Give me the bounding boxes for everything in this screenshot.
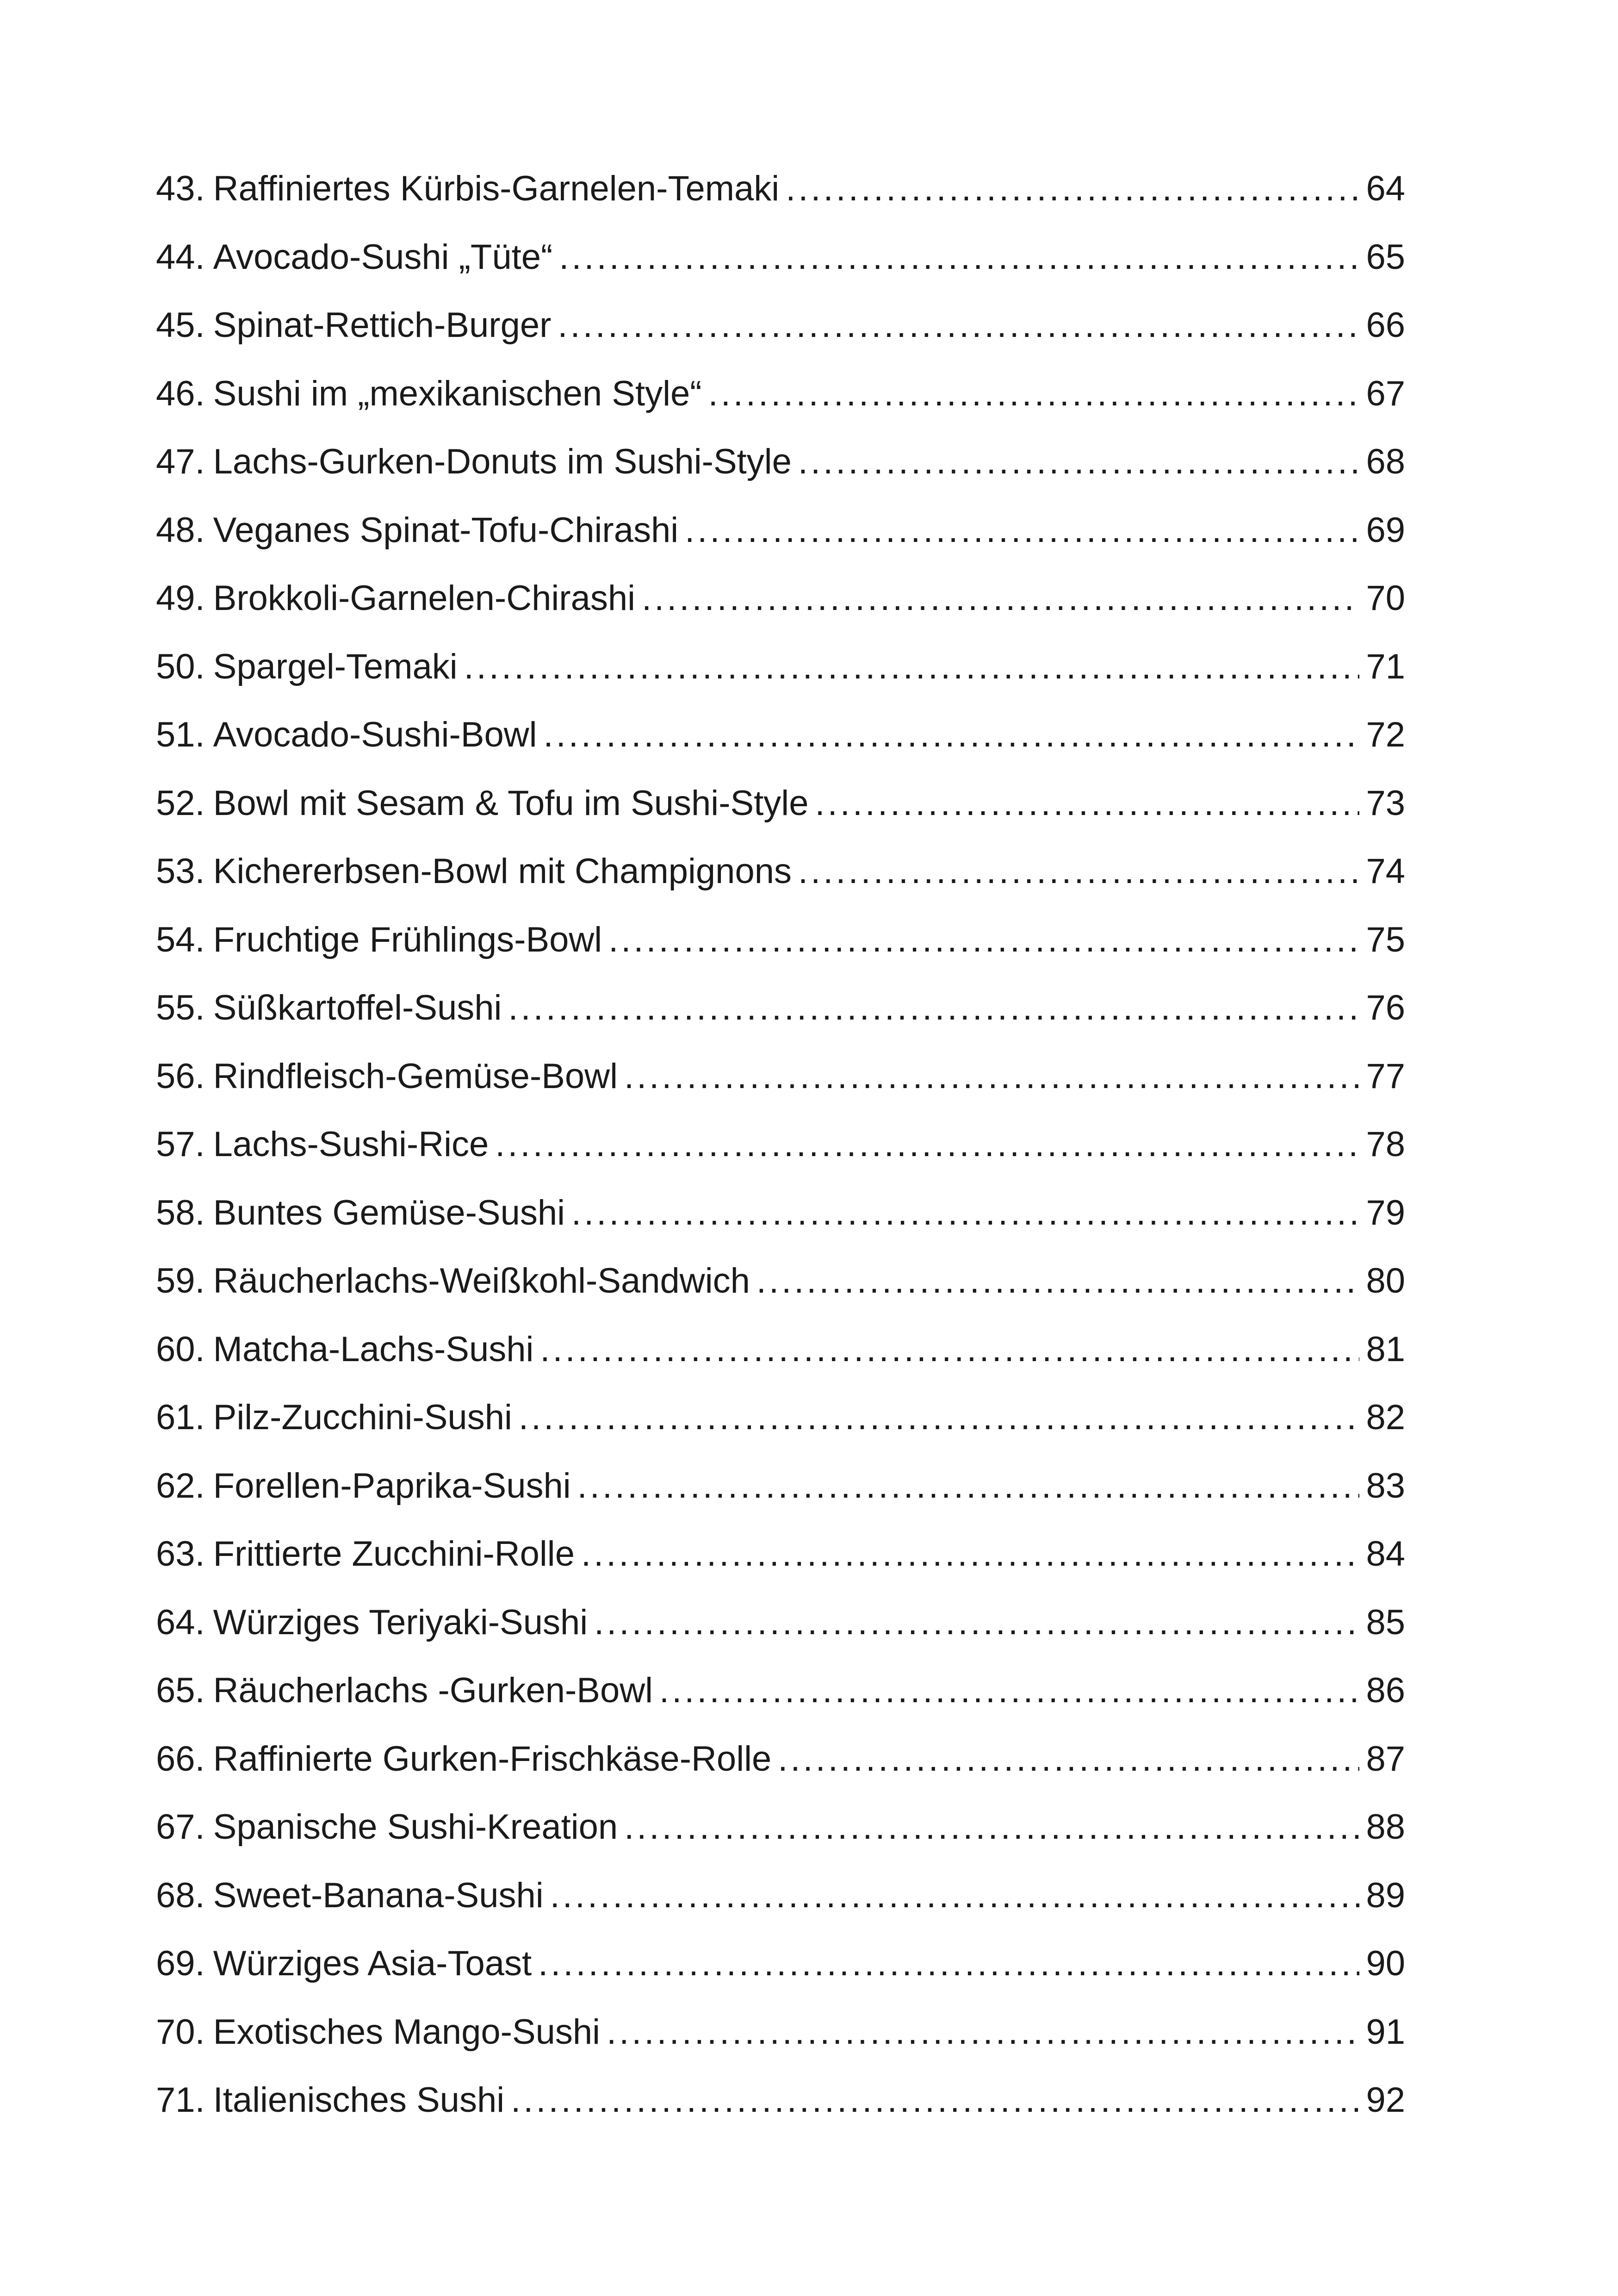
dot-leader [558, 303, 1359, 348]
entry-number: 44. [156, 237, 205, 277]
entry-number: 49. [156, 579, 205, 618]
entry-number: 51. [156, 715, 205, 754]
dot-leader [798, 440, 1360, 484]
entry-title: Räucherlachs-Weißkohl-Sandwich [213, 1261, 750, 1300]
entry-title: Spanische Sushi-Kreation [213, 1807, 618, 1847]
toc-entry [156, 2010, 1405, 2078]
entry-number: 71. [156, 2080, 205, 2120]
entry-page-number: 92 [1366, 2080, 1405, 2120]
entry-title: Würziges Teriyaki-Sushi [213, 1602, 588, 1642]
entry-number: 56. [156, 1056, 205, 1096]
entry-title: Avocado-Sushi-Bowl [213, 715, 537, 754]
dot-leader [571, 1191, 1359, 1235]
table-of-contents [156, 167, 1405, 2147]
toc-entry [156, 918, 1405, 986]
entry-title: Lachs-Gurken-Donuts im Sushi-Style [213, 442, 792, 481]
entry-title: Forellen-Paprika-Sushi [213, 1466, 571, 1506]
dot-leader [624, 1054, 1360, 1099]
dot-leader [786, 167, 1359, 211]
entry-title: Italienisches Sushi [213, 2080, 505, 2120]
toc-entry [156, 1668, 1405, 1737]
dot-leader [624, 1805, 1359, 1849]
dot-leader [508, 986, 1359, 1030]
entry-page-number: 85 [1366, 1602, 1405, 1642]
entry-title: Süßkartoffel-Sushi [213, 988, 502, 1027]
entry-page-number: 87 [1366, 1739, 1405, 1779]
entry-number: 68. [156, 1875, 205, 1915]
entry-page-number: 82 [1366, 1398, 1405, 1437]
entry-page-number: 73 [1366, 783, 1405, 823]
entry-page-number: 81 [1366, 1329, 1405, 1369]
entry-page-number: 89 [1366, 1875, 1405, 1915]
toc-entry [156, 1464, 1405, 1532]
entry-page-number: 80 [1366, 1261, 1405, 1300]
entry-title: Veganes Spinat-Tofu-Chirashi [213, 510, 679, 550]
entry-number: 46. [156, 373, 205, 413]
dot-leader [685, 508, 1359, 553]
entry-title: Exotisches Mango-Sushi [213, 2012, 601, 2052]
entry-page-number: 70 [1366, 579, 1405, 618]
entry-number: 48. [156, 510, 205, 550]
entry-number: 64. [156, 1602, 205, 1642]
entry-title: Brokkoli-Garnelen-Chirashi [213, 579, 635, 618]
toc-entry [156, 1191, 1405, 1259]
dot-leader [798, 849, 1359, 894]
dot-leader [815, 781, 1359, 826]
toc-entry [156, 1737, 1405, 1805]
entry-number: 47. [156, 442, 205, 481]
toc-entry [156, 2078, 1405, 2147]
entry-title: Lachs-Sushi-Rice [213, 1125, 489, 1164]
entry-page-number: 67 [1366, 373, 1405, 413]
entry-title: Raffinierte Gurken-Frischkäse-Rolle [213, 1739, 772, 1779]
entry-title: Buntes Gemüse-Sushi [213, 1193, 565, 1232]
toc-entry [156, 303, 1405, 372]
entry-page-number: 71 [1366, 647, 1405, 686]
entry-page-number: 69 [1366, 510, 1405, 550]
toc-entry [156, 1941, 1405, 2010]
entry-title: Würziges Asia-Toast [213, 1944, 532, 1983]
entry-number: 50. [156, 647, 205, 686]
entry-page-number: 72 [1366, 715, 1405, 754]
entry-number: 45. [156, 305, 205, 345]
entry-number: 61. [156, 1398, 205, 1437]
toc-entry [156, 781, 1405, 850]
entry-page-number: 83 [1366, 1466, 1405, 1506]
entry-number: 69. [156, 1944, 205, 1983]
toc-entry [156, 645, 1405, 713]
entry-number: 52. [156, 783, 205, 823]
entry-number: 43. [156, 169, 205, 208]
dot-leader [708, 372, 1360, 416]
entry-number: 53. [156, 852, 205, 891]
dot-leader [594, 1600, 1359, 1645]
entry-number: 66. [156, 1739, 205, 1779]
entry-number: 63. [156, 1534, 205, 1574]
toc-entry [156, 1600, 1405, 1669]
dot-leader [550, 1873, 1360, 1918]
dot-leader [464, 645, 1360, 689]
entry-title: Spinat-Rettich-Burger [213, 305, 552, 345]
dot-leader [538, 1941, 1359, 1986]
entry-title: Sweet-Banana-Sushi [213, 1875, 544, 1915]
entry-title: Rindfleisch-Gemüse-Bowl [213, 1056, 618, 1096]
entry-page-number: 84 [1366, 1534, 1405, 1574]
entry-page-number: 65 [1366, 237, 1405, 277]
dot-leader [581, 1532, 1359, 1576]
entry-title: Pilz-Zucchini-Sushi [213, 1398, 512, 1437]
entry-title: Frittierte Zucchini-Rolle [213, 1534, 575, 1574]
entry-page-number: 66 [1366, 305, 1405, 345]
entry-number: 62. [156, 1466, 205, 1506]
entry-number: 67. [156, 1807, 205, 1847]
entry-title: Matcha-Lachs-Sushi [213, 1329, 534, 1369]
dot-leader [607, 2010, 1359, 2054]
entry-page-number: 78 [1366, 1125, 1405, 1164]
entry-title: Sushi im „mexikanischen Style“ [213, 373, 702, 413]
entry-title: Spargel-Temaki [213, 647, 458, 686]
toc-entry [156, 235, 1405, 304]
entry-page-number: 75 [1366, 920, 1405, 959]
entry-page-number: 88 [1366, 1807, 1405, 1847]
entry-title: Fruchtige Frühlings-Bowl [213, 920, 602, 959]
entry-number: 65. [156, 1671, 205, 1710]
entry-page-number: 68 [1366, 442, 1405, 481]
dot-leader [519, 1395, 1360, 1440]
entry-title: Räucherlachs -Gurken-Bowl [213, 1671, 653, 1710]
entry-number: 54. [156, 920, 205, 959]
entry-number: 58. [156, 1193, 205, 1232]
entry-number: 60. [156, 1329, 205, 1369]
entry-page-number: 90 [1366, 1944, 1405, 1983]
entry-page-number: 76 [1366, 988, 1405, 1027]
toc-entry [156, 1532, 1405, 1600]
toc-entry [156, 1259, 1405, 1327]
toc-entry [156, 1873, 1405, 1942]
dot-leader [778, 1737, 1359, 1781]
toc-entry [156, 1395, 1405, 1464]
toc-entry [156, 508, 1405, 577]
dot-leader [608, 918, 1359, 962]
toc-entry [156, 713, 1405, 781]
entry-page-number: 64 [1366, 169, 1405, 208]
toc-entry [156, 576, 1405, 645]
entry-title: Bowl mit Sesam & Tofu im Sushi-Style [213, 783, 809, 823]
toc-entry [156, 372, 1405, 440]
entry-page-number: 74 [1366, 852, 1405, 891]
dot-leader [756, 1259, 1360, 1303]
entry-title: Raffiniertes Kürbis-Garnelen-Temaki [213, 169, 780, 208]
toc-entry [156, 986, 1405, 1054]
dot-leader [544, 713, 1360, 757]
entry-page-number: 77 [1366, 1056, 1405, 1096]
toc-entry [156, 1327, 1405, 1396]
dot-leader [495, 1122, 1359, 1167]
toc-entry [156, 849, 1405, 918]
entry-number: 59. [156, 1261, 205, 1300]
toc-entry [156, 1122, 1405, 1191]
dot-leader [540, 1327, 1359, 1372]
entry-title: Kichererbsen-Bowl mit Champignons [213, 852, 792, 891]
entry-page-number: 79 [1366, 1193, 1405, 1232]
dot-leader [559, 235, 1359, 280]
toc-entry [156, 440, 1405, 508]
entry-title: Avocado-Sushi „Tüte“ [213, 237, 553, 277]
dot-leader [642, 576, 1359, 621]
entry-page-number: 91 [1366, 2012, 1405, 2052]
dot-leader [511, 2078, 1359, 2122]
toc-entry [156, 1805, 1405, 1873]
dot-leader [577, 1464, 1360, 1508]
toc-entry [156, 1054, 1405, 1123]
entry-number: 70. [156, 2012, 205, 2052]
entry-number: 57. [156, 1125, 205, 1164]
toc-entry [156, 167, 1405, 235]
entry-number: 55. [156, 988, 205, 1027]
entry-page-number: 86 [1366, 1671, 1405, 1710]
dot-leader [659, 1668, 1359, 1713]
